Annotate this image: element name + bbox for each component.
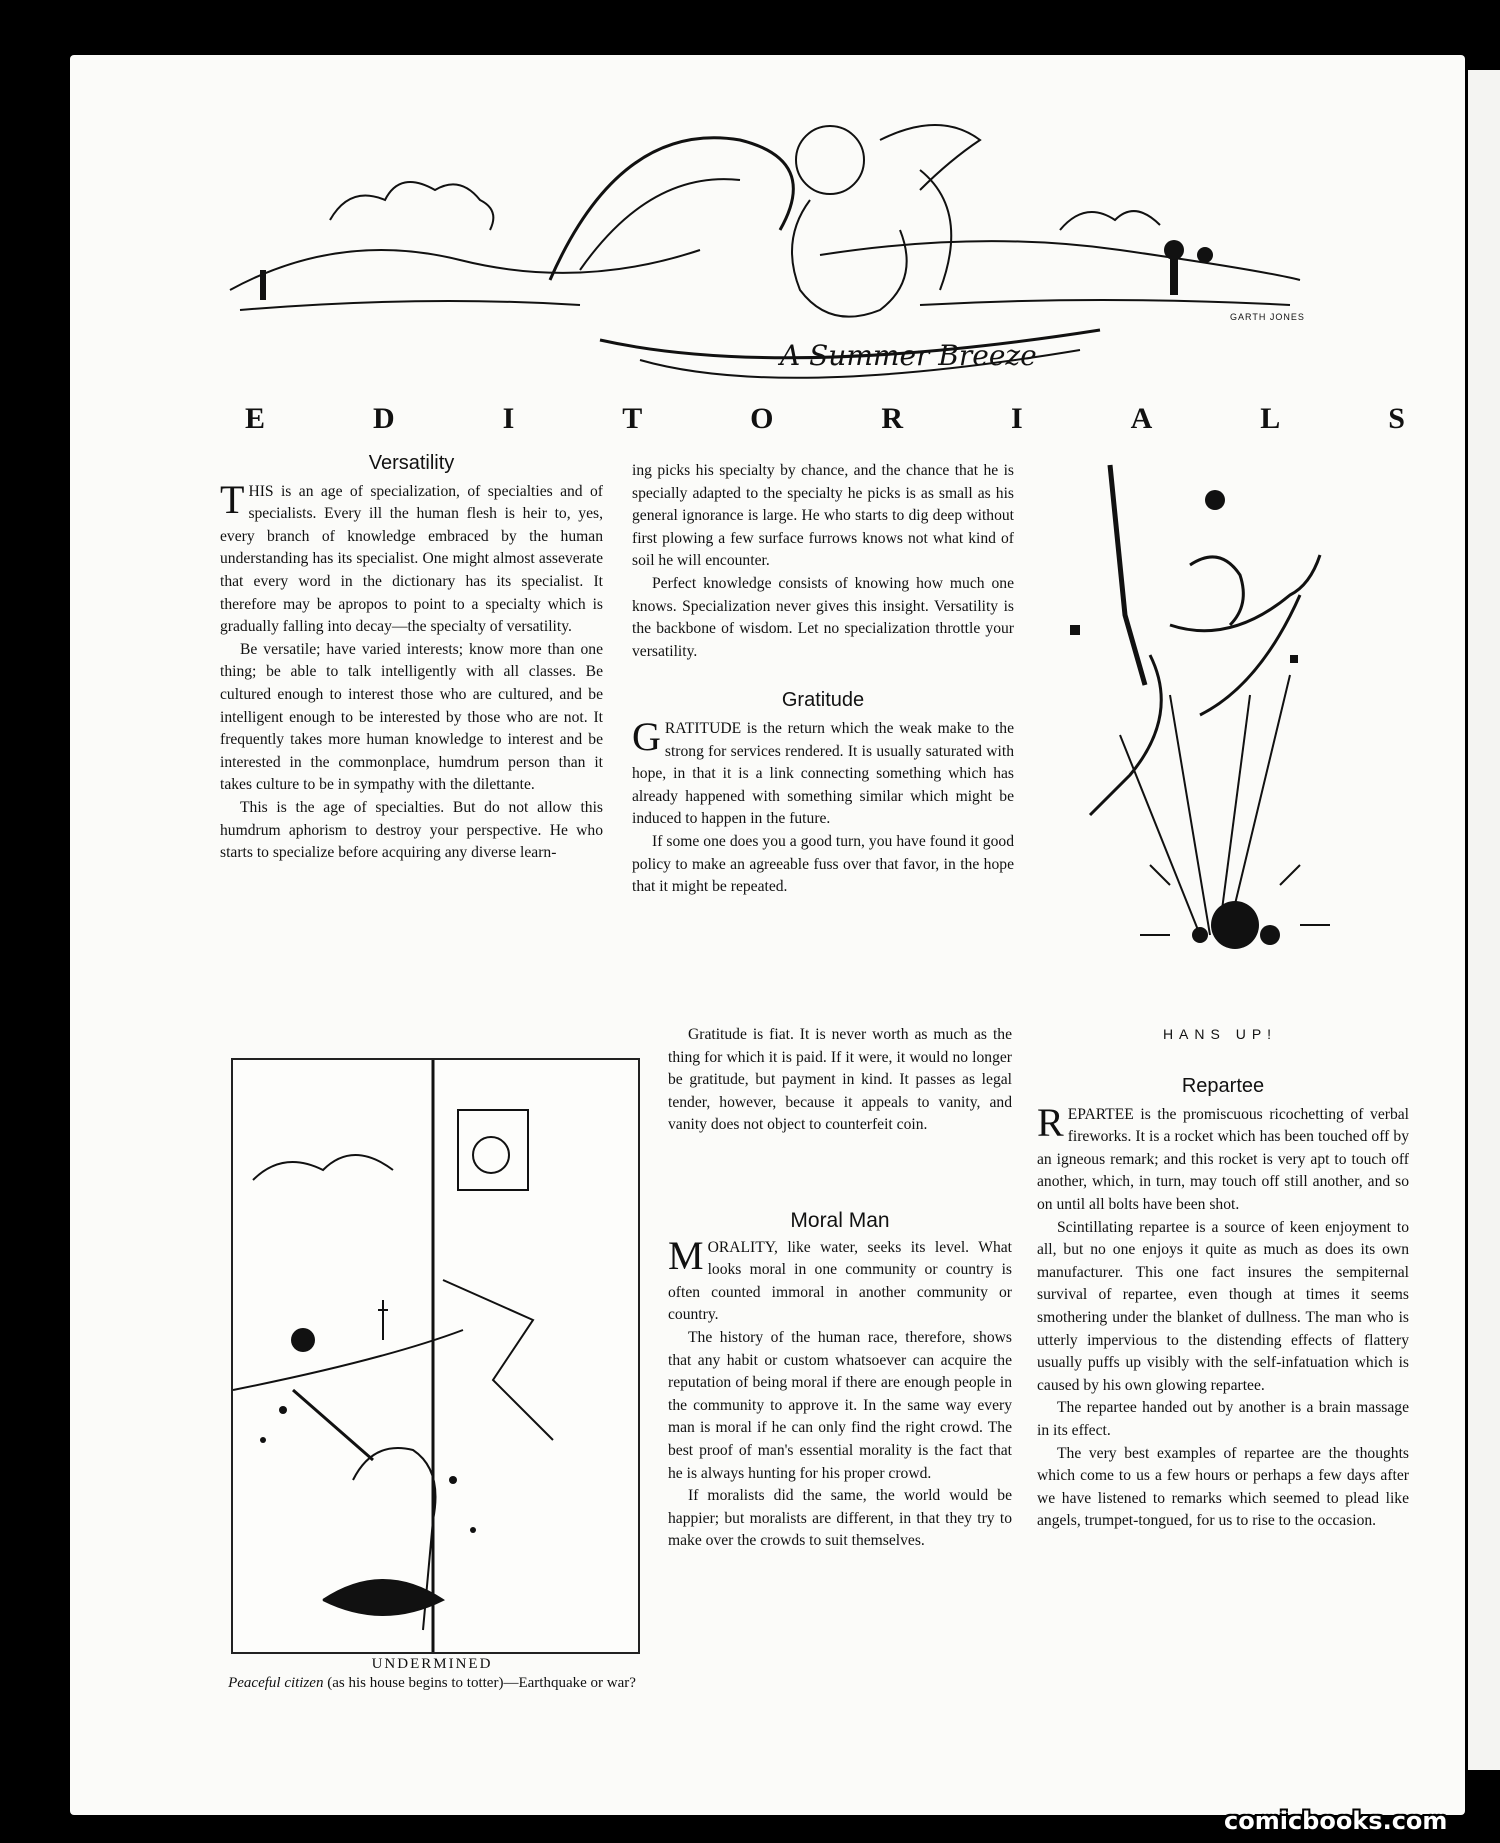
gratitude-paragraph: Gratitude is fiat. It is never worth as much as the thing for which it is paid. If it were, it would no longer be gratitude, but payment in kind. It passes as legal tender, however, because it appeals to vanity, and vanity does not object to counterfeit coin.	[668, 1026, 1012, 1134]
artist-signature: GARTH JONES	[1230, 312, 1305, 322]
gratitude-heading: Gratitude	[781, 689, 865, 712]
site-watermark: comicbooks.com	[1224, 1807, 1448, 1835]
dropcap: G	[632, 713, 661, 759]
repartee-article	[1037, 1075, 1409, 1533]
gratitude-paragraph: GRATITUDE is the return which the weak make to the strong for services rendered. It is usually saturated with hope, in that it is a link connecting something which has already happened with something similar which might be induced to happen in the future.	[632, 713, 1014, 828]
facing-page-edge	[1468, 70, 1500, 1770]
versatility-article	[220, 452, 603, 865]
cartoon-title: UNDERMINED	[371, 1656, 493, 1672]
masthead-letter: L	[1260, 402, 1281, 435]
banner-script: A Summer Breeze	[780, 339, 1037, 372]
repartee-paragraph: The very best examples of repartee are the thoughts which come to us a few hours or perhaps a few days after we have listened to remarks which seemed to plead like angels, trumpet-tongued, for us to rise to the occasion.	[1037, 1444, 1409, 1530]
moral-man-paragraph: If moralists did the same, the world would be happier; but moralists are different, in that they try to make over the crowds to suit themselves.	[668, 1487, 1012, 1550]
hans-up-cartoon	[1040, 455, 1390, 1015]
repartee-heading: Repartee	[1181, 1075, 1265, 1097]
versatility-paragraph: Perfect knowledge consists of knowing how much one knows. Specialization never gives this insight. Versatility is the backbone of wisdom. Let no specialization throttle your versatility.	[632, 574, 1014, 660]
undermined-illustration	[233, 1060, 638, 1652]
moral-man-article	[668, 1210, 1012, 1553]
masthead-letter: I	[1011, 402, 1023, 435]
undermined-cartoon	[231, 1058, 640, 1654]
undermined-caption	[222, 1655, 642, 1693]
versatility-heading: Versatility	[368, 452, 455, 474]
masthead-letter: R	[881, 402, 904, 435]
gratitude-paragraph: If some one does you a good turn, you have found it good policy to make an agreeable fuss over that favor, in the hope that it might be repeated.	[632, 832, 1014, 896]
masthead-letter: S	[1388, 402, 1405, 435]
masthead-letter: I	[502, 402, 515, 435]
repartee-paragraph: Scintillating repartee is a source of keen enjoyment to all, but no one enjoys it quite as much as does its own manufacturer. This one fact insures the sempiternal survival of repartee, even though at times it seems smothering under the blanket of dullness. The man who is utterly impervious to the distending effects of flattery usually puffs up visibly with the self-infatuation which is caused by his own glowing repartee.	[1037, 1218, 1409, 1394]
masthead-letter: E	[245, 402, 266, 435]
masthead-letter: A	[1130, 402, 1153, 435]
masthead-letter: T	[622, 402, 643, 435]
banner-illustration	[220, 80, 1310, 400]
dropcap: M	[668, 1232, 704, 1278]
gratitude-tail	[668, 1024, 1012, 1137]
summer-breeze-banner	[220, 80, 1310, 400]
repartee-paragraph: The repartee handed out by another is a brain massage in its effect.	[1037, 1399, 1409, 1439]
versatility-paragraph: THIS is an age of specialization, of specialties and of specialists. Every ill the human flesh is heir to, yes, every branch of knowledge embraced by the human understanding has its specialist. One might almost asseverate that every word in the dictionary has its specialist. It therefore may be apropos to point to a specialty which is gradually falling into decay—the specialty of versatility.	[220, 476, 603, 636]
masthead-letter: D	[372, 402, 395, 435]
repartee-paragraph: REPARTEE is the promiscuous ricochetting of verbal fireworks. It is a rocket which has been touched off by an igneous remark; and this rocket is very apt to touch off another, which, in turn, may touch off still another, and so on until all bolts have been shot.	[1037, 1099, 1409, 1213]
dropcap: R	[1037, 1099, 1064, 1145]
cartoon-caption-line	[222, 1674, 642, 1693]
hans-up-caption: HANS UP!	[1162, 1026, 1278, 1042]
caption-speaker: Peaceful citizen	[228, 1675, 324, 1691]
moral-man-paragraph: The history of the human race, therefore, shows that any habit or custom whatsoever can acquire the reputation of being moral if there are enough people in the community to approve it. In the same way every man is moral if he can only find the right crowd. The best proof of man's essential morality is the fact that he is always hunting for his proper crowd.	[668, 1328, 1012, 1482]
moral-man-paragraph: MORALITY, like water, seeks its level. What looks moral in one community or country is often counted immoral in another community or country.	[668, 1232, 1012, 1324]
caption-text: (as his house begins to totter)—Earthquake or war?	[327, 1675, 636, 1691]
column-two	[632, 460, 1014, 899]
dropcap: T	[220, 476, 245, 522]
hans-up-illustration	[1040, 455, 1390, 1015]
versatility-continuation: ing picks his specialty by chance, and the chance that he is specially adapted to the specialty he picks is as small as his general ignorance is large. He who starts to dig deep without first plowing a few surface furrows knows not what kind of soil he will encounter.	[632, 462, 1014, 570]
masthead-letter: O	[750, 402, 774, 435]
moral-man-heading: Moral Man	[790, 1209, 890, 1232]
versatility-paragraph: This is the age of specialties. But do not allow this humdrum aphorism to destroy your perspective. He who starts to specialize before acquiring any diverse learn-	[220, 798, 603, 862]
editorials-masthead	[245, 402, 1405, 436]
versatility-paragraph: Be versatile; have varied interests; know more than one thing; be able to talk intelligently with all classes. Be cultured enough to interest those who are cultured, and be intelligent enough to be interested by those who are not. It frequently takes more human knowledge to interest and be interested in the commonplace, humdrum person than it takes culture to be in sympathy with the dilettante.	[220, 640, 603, 794]
